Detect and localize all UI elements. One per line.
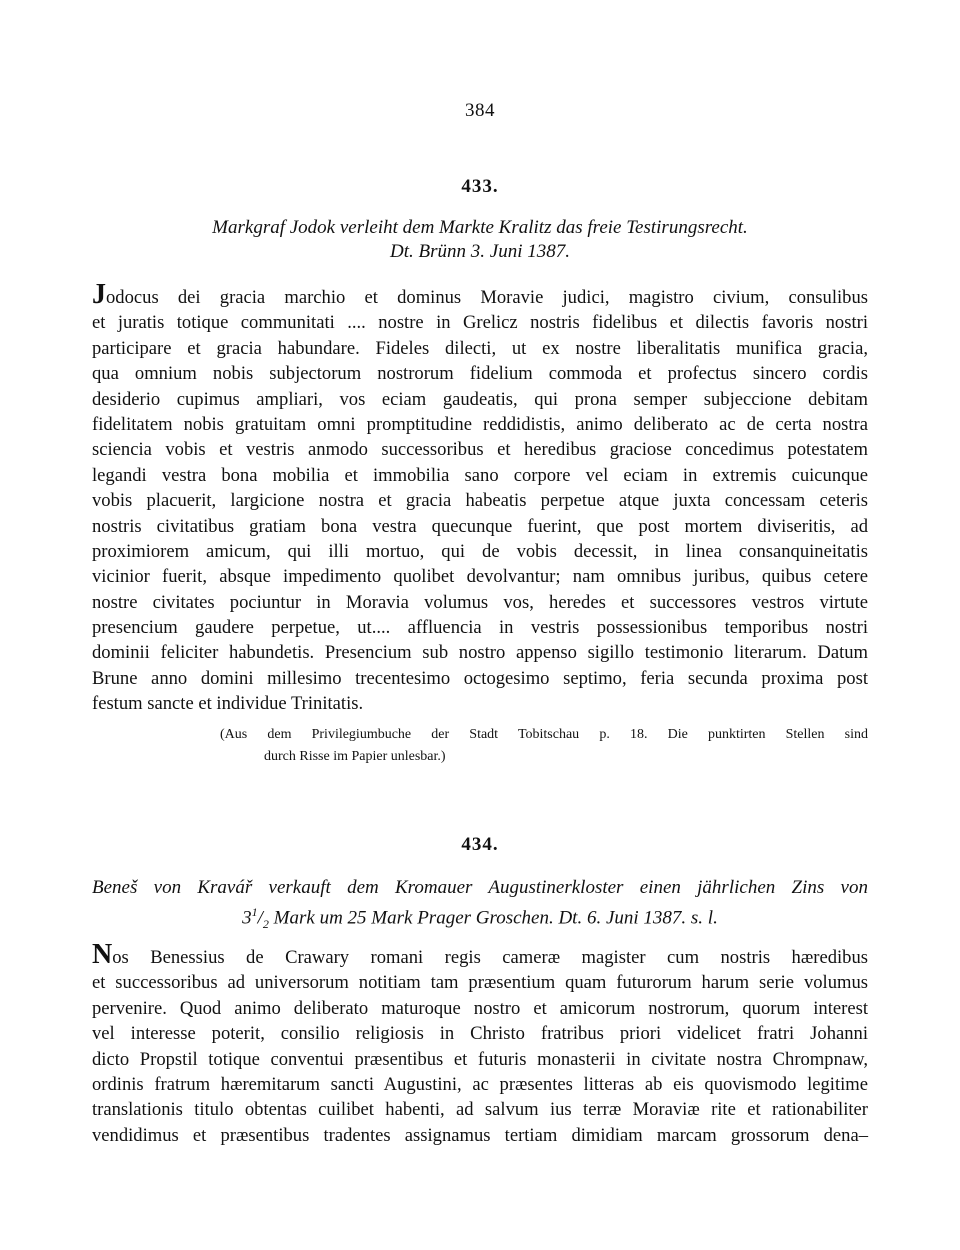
body-line: translationis titulo obtentas cuilibet habenti, ad salvum ius terræ Moraviæ rite et rationabiliter [92,1099,868,1121]
source-note-433 [220,724,868,768]
body-line: desiderio cupimus ampliari, vos eciam gaudeatis, qui prona semper subjeccione debitam [92,388,868,410]
body-line: festum sancte et individue Trinitatis. [92,693,364,715]
fraction-slash: / [257,907,263,929]
note-line: durch Risse im Papier unlesbar.) [264,749,446,764]
body-line: vicinior fuerit, absque impedimento quolibet devolvantur; nam omnibus juribus, quibus cetere [92,566,868,588]
page-number: 384 [465,100,495,121]
document-heading-434 [92,876,868,936]
fraction-whole: 3 [242,907,252,929]
drop-initial: J [92,279,106,310]
body-line: participare et gracia habundare. Fideles dilecti, ut ex nostre liberalitatis munifica gracia, [92,337,868,359]
note-line: (Aus dem Privilegiumbuche der Stadt Tobitschau p. 18. Die punktirten Stellen sind [220,727,868,742]
body-line: sciencia vobis et vestris anmodo successoribus et heredibus graciose concedimus potestatem [92,439,868,461]
body-line: proximiorem amicum, qui illi mortuo, qui de vobis decessit, in linea consanquineitatis [92,540,868,562]
heading-line: Markgraf Jodok verleiht dem Markte Kralitz das freie Testirungsrecht. [212,217,748,238]
body-line: vobis placuerit, largicione nostra et gracia habeatis perpetue atque juxta concessam ceteris [92,490,868,512]
body-line [92,939,868,970]
body-line: legandi vestra bona mobilia et immobilia sano corpore vel eciam in extremis cuicunque [92,464,868,486]
body-line: vendidimus et præsentibus tradentes assignamus tertiam dimidiam marcam grossorum dena– [92,1124,868,1146]
body-line-text: odocus dei gracia marchio et dominus Moravie judici, magistro civium, consulibus [106,287,868,308]
body-line: qua omnium nobis subjectorum nostrorum fidelium commoda et profectus sincero cordis [92,363,868,385]
document-body-434 [92,939,868,1148]
document-number-434: 434. [461,834,499,855]
document-body-433 [92,279,868,717]
body-line: fidelitatem nobis gratuitam omni promptitudine reddidistis, animo deliberato ac de certa nostra [92,413,868,435]
fraction-numerator: 1 [251,905,258,919]
body-line: dicto Propstil totique conventui præsentibus et futuris monasterii in civitate nostra Chrompnaw, [92,1048,868,1070]
body-line: et successoribus ad universorum notitiam tam præsentium quam futurorum harum serie volumus [92,972,868,994]
body-line: Brune anno domini millesimo trecentesimo octogesimo septimo, feria secunda proxima post [92,667,868,689]
body-line: vel interesse poterit, consilio religiosis in Christo fratribus priori videlicet fratri Johanni [92,1023,868,1045]
heading-line: Beneš von Kravář verkauft dem Kromauer Augustinerkloster einen jährlichen Zins von [92,877,868,898]
body-line: dominii feliciter habundetis. Presencium sub nostro appenso sigillo testimonio literarum. Datum [92,642,868,664]
document-number-433: 433. [461,176,499,197]
fraction-denominator: 2 [262,917,269,932]
body-line: ordinis fratrum hæremitarum sancti Augustini, ac præsentes litteras ab eis quovismodo legitime [92,1073,868,1095]
body-line [92,279,868,310]
body-line: nostris civitatibus gratiam bona vestra quecunque fuerint, que post mortem diviseritis, ad [92,515,868,537]
document-heading-433 [92,216,868,264]
body-line: nostre civitates pociuntur in Moravia volumus vos, heredes et successores vestros virtute [92,591,868,613]
heading-line [92,900,868,936]
drop-initial: N [92,939,113,970]
heading-line: Dt. Brünn 3. Juni 1387. [390,241,570,262]
body-line-text: os Benessius de Crawary romani regis cameræ magister cum nostris hæredibus [112,947,868,968]
body-line: et juratis totique communitati .... nostre in Grelicz nostris fidelibus et dilectis favoris nostri [92,312,868,334]
heading-line-text: Mark um 25 Mark Prager Groschen. Dt. 6. Juni 1387. s. l. [268,907,718,929]
body-line: presencium gaudere perpetue, ut.... affluencia in vestris possessionibus temporibus nostri [92,617,868,639]
body-line: pervenire. Quod animo deliberato maturoque nostro et amicorum nostrorum, quorum interest [92,997,868,1019]
